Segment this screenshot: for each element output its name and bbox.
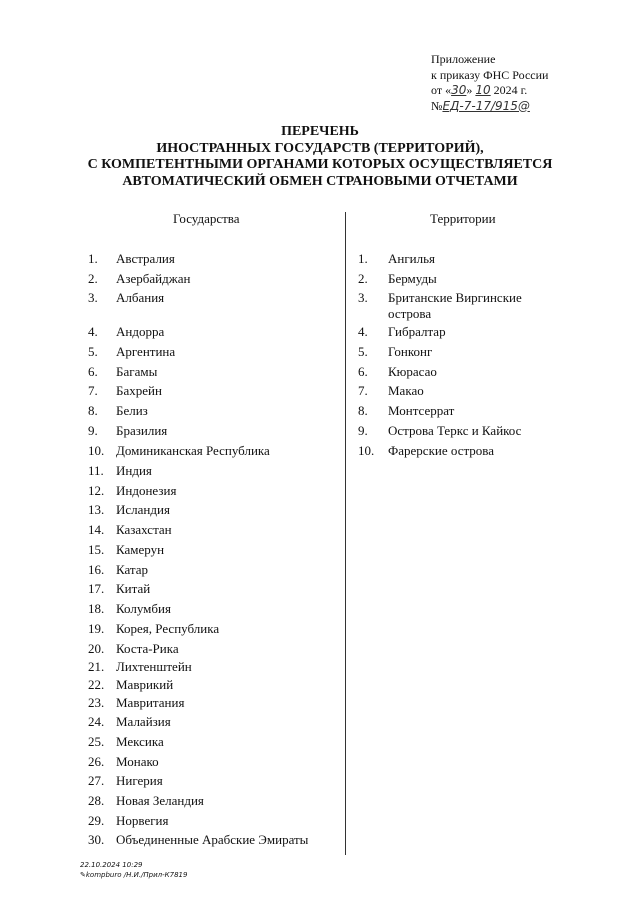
territory-item-name: Гибралтар bbox=[388, 324, 446, 339]
territory-item-name: Монтсеррат bbox=[388, 403, 455, 418]
territory-item-name: Гонконг bbox=[388, 344, 433, 359]
column-divider bbox=[345, 212, 346, 855]
state-item-number: 16. bbox=[88, 562, 105, 577]
territory-item-name: Макао bbox=[388, 383, 424, 398]
state-item-number: 1. bbox=[88, 251, 98, 266]
state-item-name: Австралия bbox=[116, 251, 175, 266]
state-item-name: Бразилия bbox=[116, 423, 168, 438]
state-item-name: Белиз bbox=[116, 403, 148, 418]
footer-stamp bbox=[80, 860, 187, 880]
state-item-number: 29. bbox=[88, 813, 105, 828]
territory-item-name: Бермуды bbox=[388, 271, 437, 286]
order-number: №ЕД-7-17/915@ bbox=[431, 98, 530, 113]
state-item-number: 5. bbox=[88, 344, 98, 359]
state-item-name: Багамы bbox=[116, 364, 158, 379]
state-item-number: 30. bbox=[88, 832, 105, 847]
state-item-number: 22. bbox=[88, 677, 105, 692]
state-item-name: Индонезия bbox=[116, 483, 177, 498]
territory-item-number: 7. bbox=[358, 383, 368, 398]
territory-item-number: 5. bbox=[358, 344, 368, 359]
state-item-name: Коста-Рика bbox=[116, 641, 179, 656]
territory-item-number: 8. bbox=[358, 403, 368, 418]
state-item-name: Лихтенштейн bbox=[116, 659, 192, 674]
state-item-number: 19. bbox=[88, 621, 105, 636]
state-item-number: 21. bbox=[88, 659, 105, 674]
territory-item-name: Фарерские острова bbox=[388, 443, 495, 458]
territory-item-number: 2. bbox=[358, 271, 368, 286]
state-item-name: Нигерия bbox=[116, 773, 163, 788]
appendix-label: Приложение bbox=[431, 52, 496, 66]
title-line-4: АВТОМАТИЧЕСКИЙ ОБМЕН СТРАНОВЫМИ ОТЧЕТАМИ bbox=[122, 173, 518, 189]
state-item-name: Казахстан bbox=[116, 522, 172, 537]
state-item-name: Индия bbox=[116, 463, 152, 478]
state-item-name: Доминиканская Республика bbox=[116, 443, 270, 458]
territories-heading: Территории bbox=[430, 211, 496, 226]
state-item-number: 25. bbox=[88, 734, 105, 749]
state-item-name: Китай bbox=[116, 581, 151, 596]
territory-item-name: Кюрасао bbox=[388, 364, 437, 379]
territory-item-number: 1. bbox=[358, 251, 368, 266]
territory-item-name: Ангилья bbox=[388, 251, 436, 266]
state-item-name: Албания bbox=[116, 290, 165, 305]
states-heading: Государства bbox=[173, 211, 240, 226]
state-item-name: Малайзия bbox=[116, 714, 171, 729]
document-title bbox=[0, 124, 640, 190]
territory-item-number: 3. bbox=[358, 290, 368, 305]
state-item-name: Катар bbox=[116, 562, 149, 577]
state-item-name: Объединенные Арабские Эмираты bbox=[116, 832, 309, 847]
territory-item-name-continued: острова bbox=[388, 306, 432, 321]
territory-item-number: 6. bbox=[358, 364, 368, 379]
state-item-name: Норвегия bbox=[116, 813, 169, 828]
state-item-name: Камерун bbox=[116, 542, 165, 557]
state-item-name: Исландия bbox=[116, 502, 170, 517]
state-item-number: 11. bbox=[88, 463, 104, 478]
state-item-number: 23. bbox=[88, 695, 105, 710]
state-item-name: Азербайджан bbox=[116, 271, 191, 286]
state-item-number: 14. bbox=[88, 522, 105, 537]
handwritten-number: ЕД-7-17/915@ bbox=[442, 98, 530, 113]
appendix-header bbox=[431, 52, 548, 114]
territory-item-name: Острова Теркс и Кайкос bbox=[388, 423, 522, 438]
territory-item-number: 9. bbox=[358, 423, 368, 438]
handwritten-day: 30 bbox=[451, 83, 467, 97]
state-item-name: Маврикий bbox=[116, 677, 174, 692]
state-item-number: 10. bbox=[88, 443, 105, 458]
state-item-number: 18. bbox=[88, 601, 105, 616]
state-item-number: 28. bbox=[88, 793, 105, 808]
state-item-number: 4. bbox=[88, 324, 98, 339]
territory-item-name: Британские Виргинские bbox=[388, 290, 522, 305]
state-item-number: 8. bbox=[88, 403, 98, 418]
state-item-name: Аргентина bbox=[116, 344, 176, 359]
state-item-number: 9. bbox=[88, 423, 98, 438]
state-item-name: Колумбия bbox=[116, 601, 171, 616]
state-item-number: 6. bbox=[88, 364, 98, 379]
order-reference: к приказу ФНС России bbox=[431, 67, 549, 82]
handwritten-month: 10 bbox=[475, 83, 491, 97]
state-item-number: 3. bbox=[88, 290, 98, 305]
state-item-name: Монако bbox=[116, 754, 159, 769]
footer-timestamp: 22.10.2024 10:29 bbox=[80, 861, 143, 869]
state-item-name: Бахрейн bbox=[116, 383, 162, 398]
state-item-number: 24. bbox=[88, 714, 105, 729]
order-date: от «30» 10 2024 г. bbox=[431, 83, 528, 97]
state-item-name: Андорра bbox=[116, 324, 165, 339]
state-item-number: 15. bbox=[88, 542, 105, 557]
state-item-number: 7. bbox=[88, 383, 98, 398]
state-item-number: 26. bbox=[88, 754, 105, 769]
state-item-name: Новая Зеландия bbox=[116, 793, 204, 808]
state-item-name: Мексика bbox=[116, 734, 164, 749]
state-item-number: 2. bbox=[88, 271, 98, 286]
state-item-name: Корея, Республика bbox=[116, 621, 220, 636]
footer-reference: ✎kompburo /Н.И./Прил-К7819 bbox=[80, 871, 188, 879]
state-item-number: 13. bbox=[88, 502, 105, 517]
edit-icon: ✎ bbox=[80, 871, 86, 879]
title-line-1: ПЕРЕЧЕНЬ bbox=[281, 124, 359, 139]
state-item-number: 17. bbox=[88, 581, 105, 596]
title-line-2: ИНОСТРАННЫХ ГОСУДАРСТВ (ТЕРРИТОРИЙ), bbox=[156, 140, 484, 156]
state-item-number: 20. bbox=[88, 641, 105, 656]
title-line-3: С КОМПЕТЕНТНЫМИ ОРГАНАМИ КОТОРЫХ ОСУЩЕСТВЛЯЕТСЯ bbox=[87, 157, 553, 172]
state-item-number: 12. bbox=[88, 483, 105, 498]
territory-item-number: 4. bbox=[358, 324, 368, 339]
state-item-number: 27. bbox=[88, 773, 105, 788]
territory-item-number: 10. bbox=[358, 443, 375, 458]
state-item-name: Мавритания bbox=[116, 695, 185, 710]
